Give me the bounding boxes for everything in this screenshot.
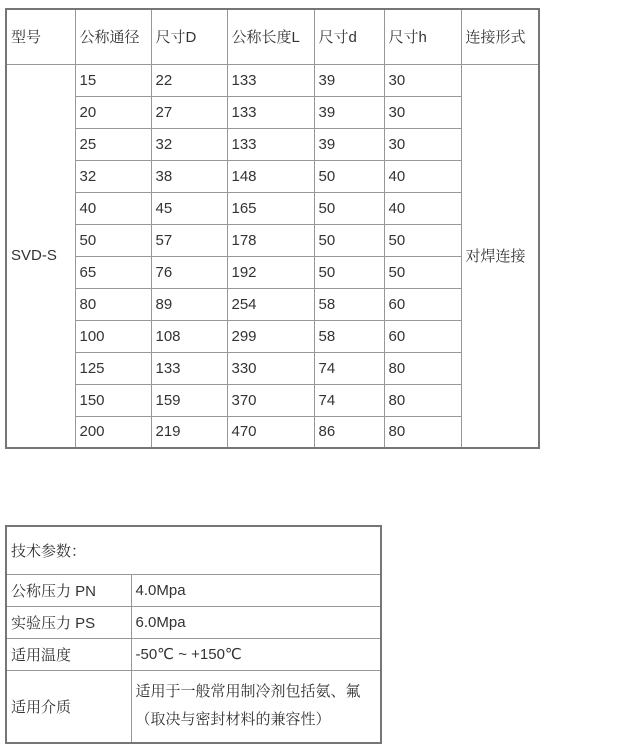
spec-value-cell: 50 [314, 160, 384, 192]
param-label: 公称压力 PN [6, 574, 131, 606]
param-label: 实验压力 PS [6, 606, 131, 638]
params-title: 技术参数： [6, 526, 381, 574]
params-row [6, 670, 381, 743]
spec-value-cell: 65 [75, 256, 151, 288]
spec-value-cell: 22 [151, 64, 227, 96]
spec-value-cell: 254 [227, 288, 314, 320]
spec-table-header [6, 9, 539, 64]
spec-value-cell: 50 [384, 224, 461, 256]
spec-value-cell: 38 [151, 160, 227, 192]
params-title-row [6, 526, 381, 574]
spec-table-row [6, 320, 539, 352]
spec-value-cell: 133 [227, 96, 314, 128]
spec-value-cell: 40 [384, 192, 461, 224]
spec-value-cell: 80 [384, 416, 461, 448]
spec-value-cell: 165 [227, 192, 314, 224]
spec-value-cell: 32 [151, 128, 227, 160]
spec-value-cell: 39 [314, 64, 384, 96]
param-label: 适用介质 [6, 670, 131, 743]
spec-value-cell: 150 [75, 384, 151, 416]
spec-value-cell: 60 [384, 288, 461, 320]
spec-table-row [6, 160, 539, 192]
spec-value-cell: 76 [151, 256, 227, 288]
spec-value-cell: 57 [151, 224, 227, 256]
spec-table-row [6, 416, 539, 448]
spec-value-cell: 20 [75, 96, 151, 128]
spec-value-cell: 45 [151, 192, 227, 224]
spec-table-row [6, 192, 539, 224]
spec-value-cell: 15 [75, 64, 151, 96]
spec-header-cell: 尺寸d [314, 9, 384, 64]
spec-table-body [6, 64, 539, 448]
param-value: 6.0Mpa [131, 606, 381, 638]
params-row [6, 606, 381, 638]
spec-value-cell: 30 [384, 96, 461, 128]
spec-value-cell: 86 [314, 416, 384, 448]
spec-header-cell: 公称长度L [227, 9, 314, 64]
spec-table [5, 8, 540, 449]
spec-table-row [6, 128, 539, 160]
spec-header-row [6, 9, 539, 64]
params-table [5, 525, 382, 744]
spec-value-cell: 50 [75, 224, 151, 256]
params-table-body [6, 526, 381, 743]
spec-header-cell: 连接形式 [461, 9, 539, 64]
param-value: 适用于一般常用制冷剂包括氨、氟（取决与密封材料的兼容性） [131, 670, 381, 743]
spec-value-cell: 100 [75, 320, 151, 352]
spec-value-cell: 80 [384, 352, 461, 384]
spec-table-row [6, 256, 539, 288]
param-label: 适用温度 [6, 638, 131, 670]
spec-table-row [6, 384, 539, 416]
param-value: 4.0Mpa [131, 574, 381, 606]
spec-value-cell: 148 [227, 160, 314, 192]
spec-value-cell: 40 [75, 192, 151, 224]
model-cell: SVD-S [6, 64, 75, 448]
spec-value-cell: 330 [227, 352, 314, 384]
spec-header-cell: 尺寸D [151, 9, 227, 64]
spec-value-cell: 58 [314, 288, 384, 320]
spec-header-cell: 尺寸h [384, 9, 461, 64]
spec-value-cell: 470 [227, 416, 314, 448]
spec-table-row [6, 288, 539, 320]
spec-value-cell: 39 [314, 128, 384, 160]
connection-type-cell: 对焊连接 [461, 64, 539, 448]
spec-value-cell: 40 [384, 160, 461, 192]
spec-value-cell: 133 [227, 64, 314, 96]
params-row [6, 574, 381, 606]
params-row [6, 638, 381, 670]
spec-value-cell: 50 [314, 224, 384, 256]
spec-value-cell: 74 [314, 384, 384, 416]
spec-value-cell: 192 [227, 256, 314, 288]
spec-header-cell: 型号 [6, 9, 75, 64]
spec-value-cell: 159 [151, 384, 227, 416]
spec-value-cell: 60 [384, 320, 461, 352]
spec-value-cell: 219 [151, 416, 227, 448]
spec-value-cell: 125 [75, 352, 151, 384]
spec-value-cell: 80 [384, 384, 461, 416]
spec-value-cell: 27 [151, 96, 227, 128]
spec-value-cell: 30 [384, 64, 461, 96]
spec-value-cell: 370 [227, 384, 314, 416]
spec-table-row [6, 352, 539, 384]
spec-table-row [6, 96, 539, 128]
spec-value-cell: 32 [75, 160, 151, 192]
spec-value-cell: 80 [75, 288, 151, 320]
spec-header-cell: 公称通径 [75, 9, 151, 64]
spec-value-cell: 133 [151, 352, 227, 384]
spec-value-cell: 58 [314, 320, 384, 352]
spec-value-cell: 299 [227, 320, 314, 352]
spec-value-cell: 39 [314, 96, 384, 128]
spec-value-cell: 133 [227, 128, 314, 160]
spec-value-cell: 74 [314, 352, 384, 384]
spec-value-cell: 50 [314, 192, 384, 224]
spec-table-row [6, 64, 539, 96]
spec-value-cell: 89 [151, 288, 227, 320]
spec-value-cell: 200 [75, 416, 151, 448]
spec-table-row [6, 224, 539, 256]
spec-value-cell: 50 [314, 256, 384, 288]
param-value: -50℃ ~ +150℃ [131, 638, 381, 670]
spec-value-cell: 108 [151, 320, 227, 352]
spec-value-cell: 50 [384, 256, 461, 288]
spec-value-cell: 30 [384, 128, 461, 160]
spec-value-cell: 178 [227, 224, 314, 256]
spec-value-cell: 25 [75, 128, 151, 160]
